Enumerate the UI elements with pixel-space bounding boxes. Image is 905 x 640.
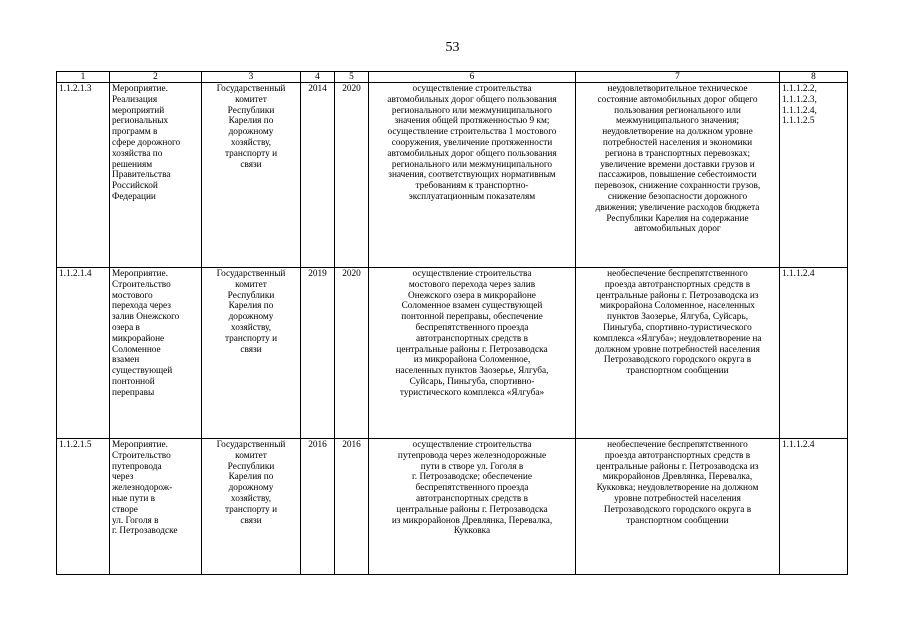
expected-result-line: г. Петрозаводске; обеспечение: [412, 472, 532, 483]
consequences-line: пользования регионального или: [614, 105, 741, 116]
expected-result-line: требованиям к транспортно-: [415, 181, 529, 192]
expected-result-line: автотранспортных средств в: [415, 333, 528, 344]
event-name-line: Мероприятие.: [112, 440, 168, 450]
header-cell: 7: [576, 72, 780, 83]
expected-result-line: центральные районы г. Петрозаводска: [396, 504, 548, 515]
event-name-line: Строительство: [112, 450, 171, 461]
expected-result-line: пути в створе ул. Гоголя в: [420, 461, 524, 472]
executor-line: Республики: [227, 105, 275, 116]
header-cell: 6: [369, 72, 576, 83]
event-name-line: Соломенное: [112, 344, 161, 355]
expected-result-line: Онежского озера в микрорайоне: [408, 290, 536, 301]
expected-result-line: туристического комплекса «Ялгуба»: [399, 387, 545, 398]
consequences-line: неудовлетворительное техническое: [607, 84, 748, 94]
expected-result-line: Кукковка: [453, 526, 491, 537]
event-name-line: Правительства: [112, 170, 171, 181]
indicators: [780, 83, 848, 268]
executor-line: транспорту и: [224, 148, 278, 159]
consequences-line: пассажиров, повышение себестоимости: [598, 170, 757, 181]
header-cell: 4: [301, 72, 335, 83]
consequences-line: микрорайона Соломенное, населенных: [600, 301, 755, 312]
consequences-line: Республики Карелия на содержание: [606, 213, 749, 224]
expected-result-line: мостового перехода через залив: [408, 279, 536, 290]
expected-result: [369, 268, 576, 439]
indicators-line: 1.1.1.2.5: [782, 116, 815, 127]
event-name-line: программ в: [112, 127, 158, 138]
consequences-line: проезда автотранспортных средств в: [604, 279, 751, 290]
consequences-line: межмуниципального значения;: [615, 116, 740, 127]
expected-result: [369, 83, 576, 268]
expected-result-line: регионального или межмуниципального: [391, 159, 553, 170]
consequences-line: Петрозаводского городского округа в: [603, 355, 752, 366]
executor-line: дорожному: [228, 312, 274, 323]
expected-result: [369, 439, 576, 575]
event-name-line: залив Онежского: [112, 312, 180, 323]
consequences-line: региона в транспортных перевозках;: [604, 148, 751, 159]
executor-line: транспорту и: [224, 504, 278, 515]
expected-result-line: беспрепятственного проезда: [415, 483, 529, 494]
executor-line: комитет: [235, 279, 267, 290]
executor-line: комитет: [235, 450, 267, 461]
expected-result-line: регионального или межмуниципального: [391, 105, 553, 116]
event-name-line: региональных: [112, 116, 169, 127]
table-row: [57, 83, 848, 268]
consequences-line: должном уровне потребностей населения: [595, 344, 760, 355]
start-year: 2014: [301, 83, 335, 268]
expected-result-line: эксплуатационным показателям: [408, 191, 536, 202]
row-code: 1.1.2.1.4: [57, 268, 110, 439]
event-name-line: ул. Гоголя в: [112, 515, 159, 526]
executor-line: дорожному: [228, 483, 274, 494]
consequences-line: уровне потребностей населения: [614, 493, 741, 504]
expected-result-line: Соломенное взамен существующей: [401, 301, 543, 312]
event-name-line: железнодорож-: [112, 483, 173, 494]
indicators: [780, 439, 848, 575]
event-name: [110, 83, 202, 268]
expected-result-line: автомобильных дорог общего пользования: [387, 148, 557, 159]
header-cell: 2: [110, 72, 202, 83]
event-name-line: путепровода: [112, 461, 162, 472]
executor-line: Республики: [227, 290, 275, 301]
expected-result-line: осуществление строительства: [412, 269, 532, 279]
event-name: [110, 439, 202, 575]
consequences-line: проезда автотранспортных средств в: [604, 450, 751, 461]
consequences-line: пунктов Заозерье, Ялгуба, Суйсарь,: [606, 312, 749, 323]
header-row: [57, 72, 848, 83]
event-name-line: существующей: [112, 366, 173, 377]
event-name-line: взамен: [112, 355, 140, 366]
consequences-line: Петрозаводского городского округа в: [603, 504, 752, 515]
executor-line: Карелия по: [228, 301, 274, 312]
consequences-line: состояние автомобильных дорог общего: [597, 94, 758, 105]
expected-result-line: Суйсарь, Пиньгуба, спортивно-: [409, 376, 535, 387]
expected-result-line: беспрепятственного проезда: [415, 322, 529, 333]
executor-line: Государственный: [216, 440, 286, 450]
program-table: [56, 71, 848, 575]
consequences-line: Пиньгуба, спортивно-туристического: [603, 322, 752, 333]
event-name-line: хозяйства по: [112, 148, 163, 159]
event-name-line: через: [112, 472, 134, 483]
consequences-line: необеспечение беспрепятственного: [607, 440, 748, 450]
indicators-line: 1.1.1.2.4,: [782, 105, 817, 116]
executor-line: дорожному: [228, 127, 274, 138]
consequences-line: транспортном сообщении: [626, 366, 729, 377]
expected-result-line: населенных пунктов Заозерье, Ялгуба,: [395, 366, 549, 377]
event-name-line: мероприятий: [112, 105, 165, 116]
expected-result-line: сооружения, увеличение протяженности: [391, 137, 553, 148]
expected-result-line: осуществление строительства: [412, 440, 532, 450]
indicators-line: 1.1.1.2.3,: [782, 94, 817, 105]
consequences-line: центральные районы г. Петрозаводска из: [596, 290, 759, 301]
executor-line: связи: [240, 159, 262, 170]
header-cell: 5: [335, 72, 369, 83]
consequences-line: потребностей населения и экономики: [602, 137, 753, 148]
executor-line: связи: [240, 515, 262, 526]
event-name-line: створе: [112, 504, 138, 515]
consequences-line: увеличение времени доставки грузов и: [600, 159, 755, 170]
expected-result-line: понтонной переправы, обеспечение: [401, 312, 543, 323]
indicators-line: 1.1.1.2.4: [782, 269, 815, 279]
event-name-line: ные пути в: [112, 493, 156, 504]
indicators-line: 1.1.1.2.2,: [782, 84, 817, 94]
indicators: [780, 268, 848, 439]
expected-result-line: осуществление строительства: [412, 84, 532, 94]
event-name-line: переправы: [112, 387, 155, 398]
table-row: [57, 439, 848, 575]
row-code: 1.1.2.1.3: [57, 83, 110, 268]
event-name-line: озера в: [112, 322, 140, 333]
end-year: 2020: [335, 268, 369, 439]
executor-line: Карелия по: [228, 472, 274, 483]
consequences-line: Кукковка; неудовлетворение на должном: [596, 483, 759, 494]
executor: [202, 439, 301, 575]
expected-result-line: путепровода через железнодорожные: [397, 450, 547, 461]
expected-result-line: значения общей протяженностью 9 км;: [394, 116, 550, 127]
consequences-line: транспортном сообщении: [626, 515, 729, 526]
expected-result-line: значения, соответствующих нормативным: [388, 170, 556, 181]
header-cell: 1: [57, 72, 110, 83]
expected-result-line: из микрорайонов Древлянка, Перевалка,: [391, 515, 553, 526]
start-year: 2016: [301, 439, 335, 575]
executor-line: хозяйству,: [230, 493, 272, 504]
executor: [202, 268, 301, 439]
consequences-line: автомобильных дорог: [634, 224, 721, 235]
executor-line: Государственный: [216, 269, 286, 279]
consequences: [576, 83, 780, 268]
executor-line: Карелия по: [228, 116, 274, 127]
page-number: 53: [445, 40, 460, 55]
consequences-line: перевозок, снижение сохранности грузов,: [594, 181, 761, 192]
consequences: [576, 439, 780, 575]
event-name-line: Строительство: [112, 279, 171, 290]
executor-line: Государственный: [216, 84, 286, 94]
expected-result-line: из микрорайона Соломенное,: [413, 355, 531, 366]
expected-result-line: центральные районы г. Петрозаводска: [396, 344, 548, 355]
consequences-line: необеспечение беспрепятственного: [607, 269, 748, 279]
event-name-line: Российской: [112, 181, 158, 192]
consequences-line: центральные районы г. Петрозаводска из: [596, 461, 759, 472]
executor-line: комитет: [235, 94, 267, 105]
event-name-line: мостового: [112, 290, 153, 301]
consequences-line: снижение безопасности дорожного: [607, 191, 748, 202]
start-year: 2019: [301, 268, 335, 439]
event-name-line: сфере дорожного: [112, 137, 181, 148]
executor-line: хозяйству,: [230, 322, 272, 333]
consequences-line: неудовлетворение на должном уровне: [602, 127, 753, 138]
consequences: [576, 268, 780, 439]
executor-line: связи: [240, 344, 262, 355]
consequences-line: движения; увеличение расходов бюджета: [595, 202, 760, 213]
expected-result-line: осуществление строительства 1 мостового: [387, 127, 557, 138]
event-name-line: перехода через: [112, 301, 171, 312]
end-year: 2020: [335, 83, 369, 268]
event-name-line: г. Петрозаводске: [112, 526, 178, 537]
header-cell: 3: [202, 72, 301, 83]
expected-result-line: автомобильных дорог общего пользования: [387, 94, 557, 105]
row-code: 1.1.2.1.5: [57, 439, 110, 575]
event-name-line: Федерации: [112, 191, 156, 202]
executor: [202, 83, 301, 268]
expected-result-line: автотранспортных средств в: [415, 493, 528, 504]
indicators-line: 1.1.1.2.4: [782, 440, 815, 450]
executor-line: Республики: [227, 461, 275, 472]
table-row: [57, 268, 848, 439]
executor-line: хозяйству,: [230, 137, 272, 148]
event-name-line: Мероприятие.: [112, 84, 168, 94]
consequences-line: микрорайонов Древлянка, Перевалка,: [602, 472, 753, 483]
end-year: 2016: [335, 439, 369, 575]
event-name: [110, 268, 202, 439]
event-name-line: решениям: [112, 159, 153, 170]
event-name-line: Мероприятие.: [112, 269, 168, 279]
header-cell: 8: [780, 72, 848, 83]
executor-line: транспорту и: [224, 333, 278, 344]
event-name-line: Реализация: [112, 94, 158, 105]
event-name-line: понтонной: [112, 376, 155, 387]
event-name-line: микрорайоне: [112, 333, 165, 344]
consequences-line: комплекса «Ялгуба»; неудовлетворение на: [593, 333, 762, 344]
